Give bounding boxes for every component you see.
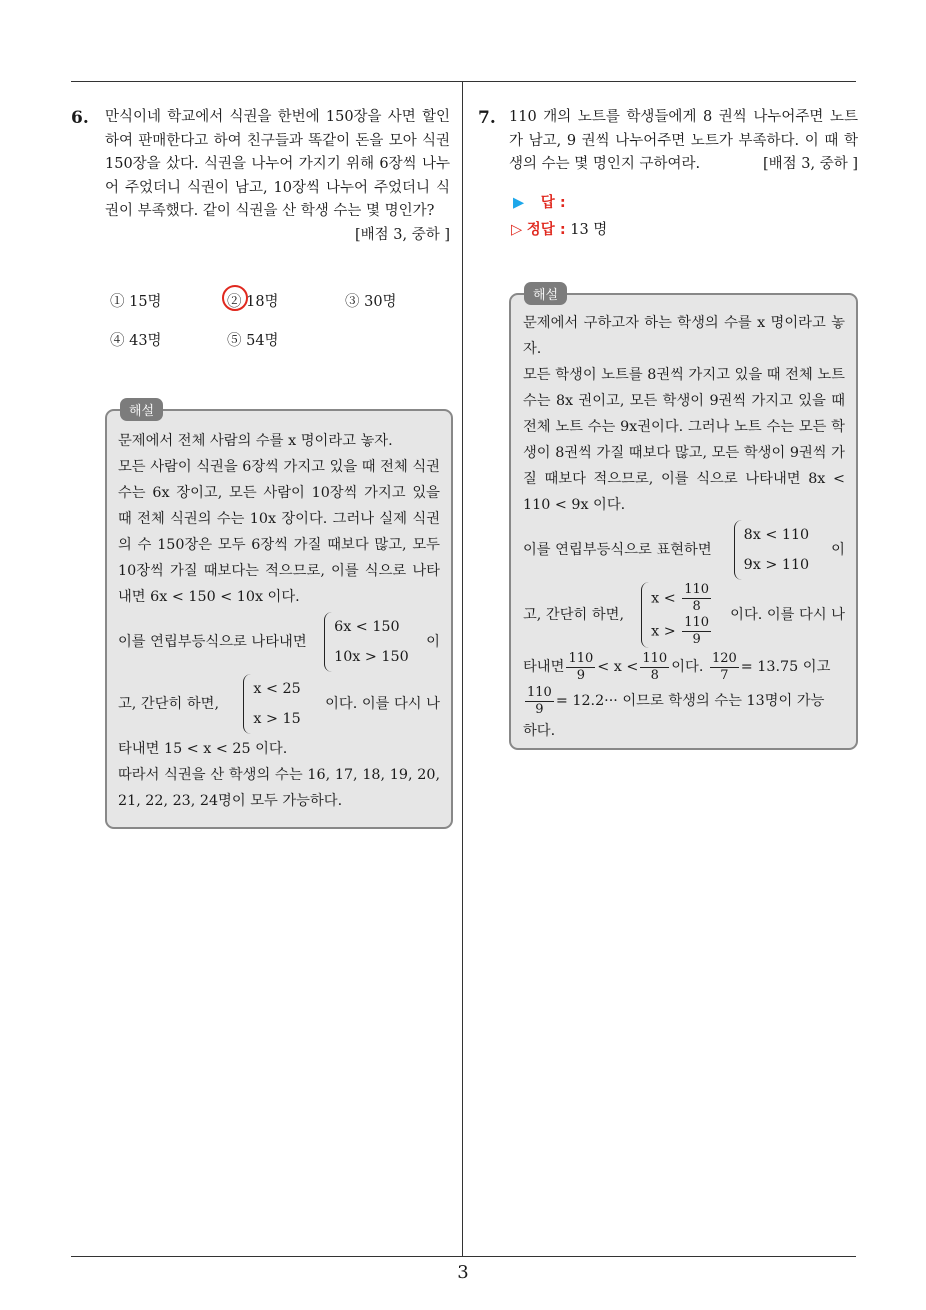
top-rule xyxy=(71,81,856,82)
choice-3[interactable]: ③ 30명 xyxy=(345,294,397,310)
q6-sol-line2: 모든 사람이 식권을 6장씩 가지고 있을 때 전체 식권 수는 6x 장이고, 모든 사람이 10장씩 가지고 있을 때 전체 식권의 수는 10x 장이다. 그러나 실제 식권의 수 150장은 모두 6장씩 가질 때보다 많고, 모두 10장씩 가질 때보다는 적으므로, 이를 식으로 나타내면 6x < 150 < 10x 이다. xyxy=(118,459,440,605)
correct-answer-value: 13 명 xyxy=(570,222,608,238)
question-6-number: 6. xyxy=(71,108,89,128)
answer-field[interactable] xyxy=(513,191,566,212)
q7-system1-brace: 8x < 110 9x > 110 xyxy=(734,520,810,580)
bottom-rule xyxy=(71,1256,856,1257)
q7-sol-line2: 모든 학생이 노트를 8권씩 가지고 있을 때 전체 노트 수는 8x 권이고, 모든 학생이 9권씩 가지고 있을 때 전체 노트 수는 9x권이다. 그러나 노트 수는 모든 학생이 8권씩 가질 때보다 많고, 모든 학생이 9권씩 가질 때보다 적으므로, 이를 식으로 나타내면 8x < 110 < 9x 이다. xyxy=(523,367,845,513)
correct-answer-line xyxy=(511,218,607,239)
q6-sol-line1: 문제에서 전체 사람의 수를 x 명이라고 놓자. xyxy=(118,433,393,449)
q7-sol-system1: 이를 연립부등식으로 표현하면 8x < 110 9x > 110 이 xyxy=(523,520,845,580)
q7-system2-brace: x < $\frac{110}{8}$ x > $\frac{110}{9}$ xyxy=(641,582,713,648)
question-7-body: 110 개의 노트를 학생들에게 8 권씩 나누어주면 노트가 남고, 9 권씩 나누어주면 노트가 부족하다. 이 때 학생의 수는 몇 명인지 구하여라. xyxy=(509,109,858,173)
answer-label: 답 : xyxy=(540,195,566,211)
answer-circle-mark xyxy=(222,285,248,311)
q6-system1-brace: 6x < 150 10x > 150 xyxy=(324,612,409,672)
q7-sol-system2: 고, 간단히 하면, x < $\frac{110}{8}$ x > $\frac{110}{9}$ 이다. 이를 다시 나 xyxy=(523,582,845,647)
q7-sol-line3: 타내면 $\frac{110}{9}$ < x < $\frac{110}{8}$ 이다. $\frac{120}{7}$ = 13.75 이고 xyxy=(523,650,831,683)
q6-sol-line3: 타내면 15 < x < 25 이다. xyxy=(118,741,288,757)
question-6-solution-text xyxy=(118,428,440,814)
q7-sol-line1: 문제에서 구하고자 하는 학생의 수를 x 명이라고 놓자. xyxy=(523,315,845,357)
q6-sol-system2: 고, 간단히 하면, x < 25 x > 15 이다. 이를 다시 나 xyxy=(118,674,440,734)
choice-5[interactable]: ⑤ 54명 xyxy=(227,333,279,349)
question-6-solution-tag: 해설 xyxy=(120,398,163,421)
q6-sol-line4: 따라서 식권을 산 학생의 수는 16, 17, 18, 19, 20, 21, 22, 23, 24명이 모두 가능하다. xyxy=(118,767,440,809)
column-divider xyxy=(462,82,463,1256)
correct-answer-label: 정답 : xyxy=(526,222,566,238)
question-7-solution-text xyxy=(523,310,845,744)
question-6-text xyxy=(105,106,450,248)
question-7-number: 7. xyxy=(478,108,496,128)
outline-arrow-icon: ▷ xyxy=(511,222,523,238)
page-number: 3 xyxy=(457,1262,469,1283)
question-7-solution-tag: 해설 xyxy=(524,282,567,305)
q7-sol-line4: $\frac{110}{9}$ = 12.2··· 이므로 학생의 수는 13명이 가능 xyxy=(527,684,825,717)
q7-sol-line5: 하다. xyxy=(523,723,556,739)
q6-system2-brace: x < 25 x > 15 xyxy=(243,674,300,734)
q6-sol-system1: 이를 연립부등식으로 나타내면 6x < 150 10x > 150 이 xyxy=(118,612,440,672)
choice-4[interactable]: ④ 43명 xyxy=(110,333,162,349)
choice-1[interactable]: ① 15명 xyxy=(110,294,162,310)
choice-2[interactable]: ② 18명 xyxy=(227,290,279,311)
question-6-body: 만식이네 학교에서 식권을 한번에 150장을 사면 할인하여 판매한다고 하여 친구들과 똑같이 돈을 모아 식권 150장을 샀다. 식권을 나누어 가지기 위해 6장씩 나누어 주었더니 식권이 남고, 10장씩 나누어 주었더니 식권이 부족했다. 같이 식권을 산 학생 수는 몇 명인가? xyxy=(105,109,450,220)
question-6-meta: [배점 3, 중하 ] xyxy=(354,226,450,243)
question-7-meta: [배점 3, 중하 ] xyxy=(762,156,858,173)
question-7-text xyxy=(509,106,858,177)
play-arrow-icon: ▶ xyxy=(513,195,525,211)
